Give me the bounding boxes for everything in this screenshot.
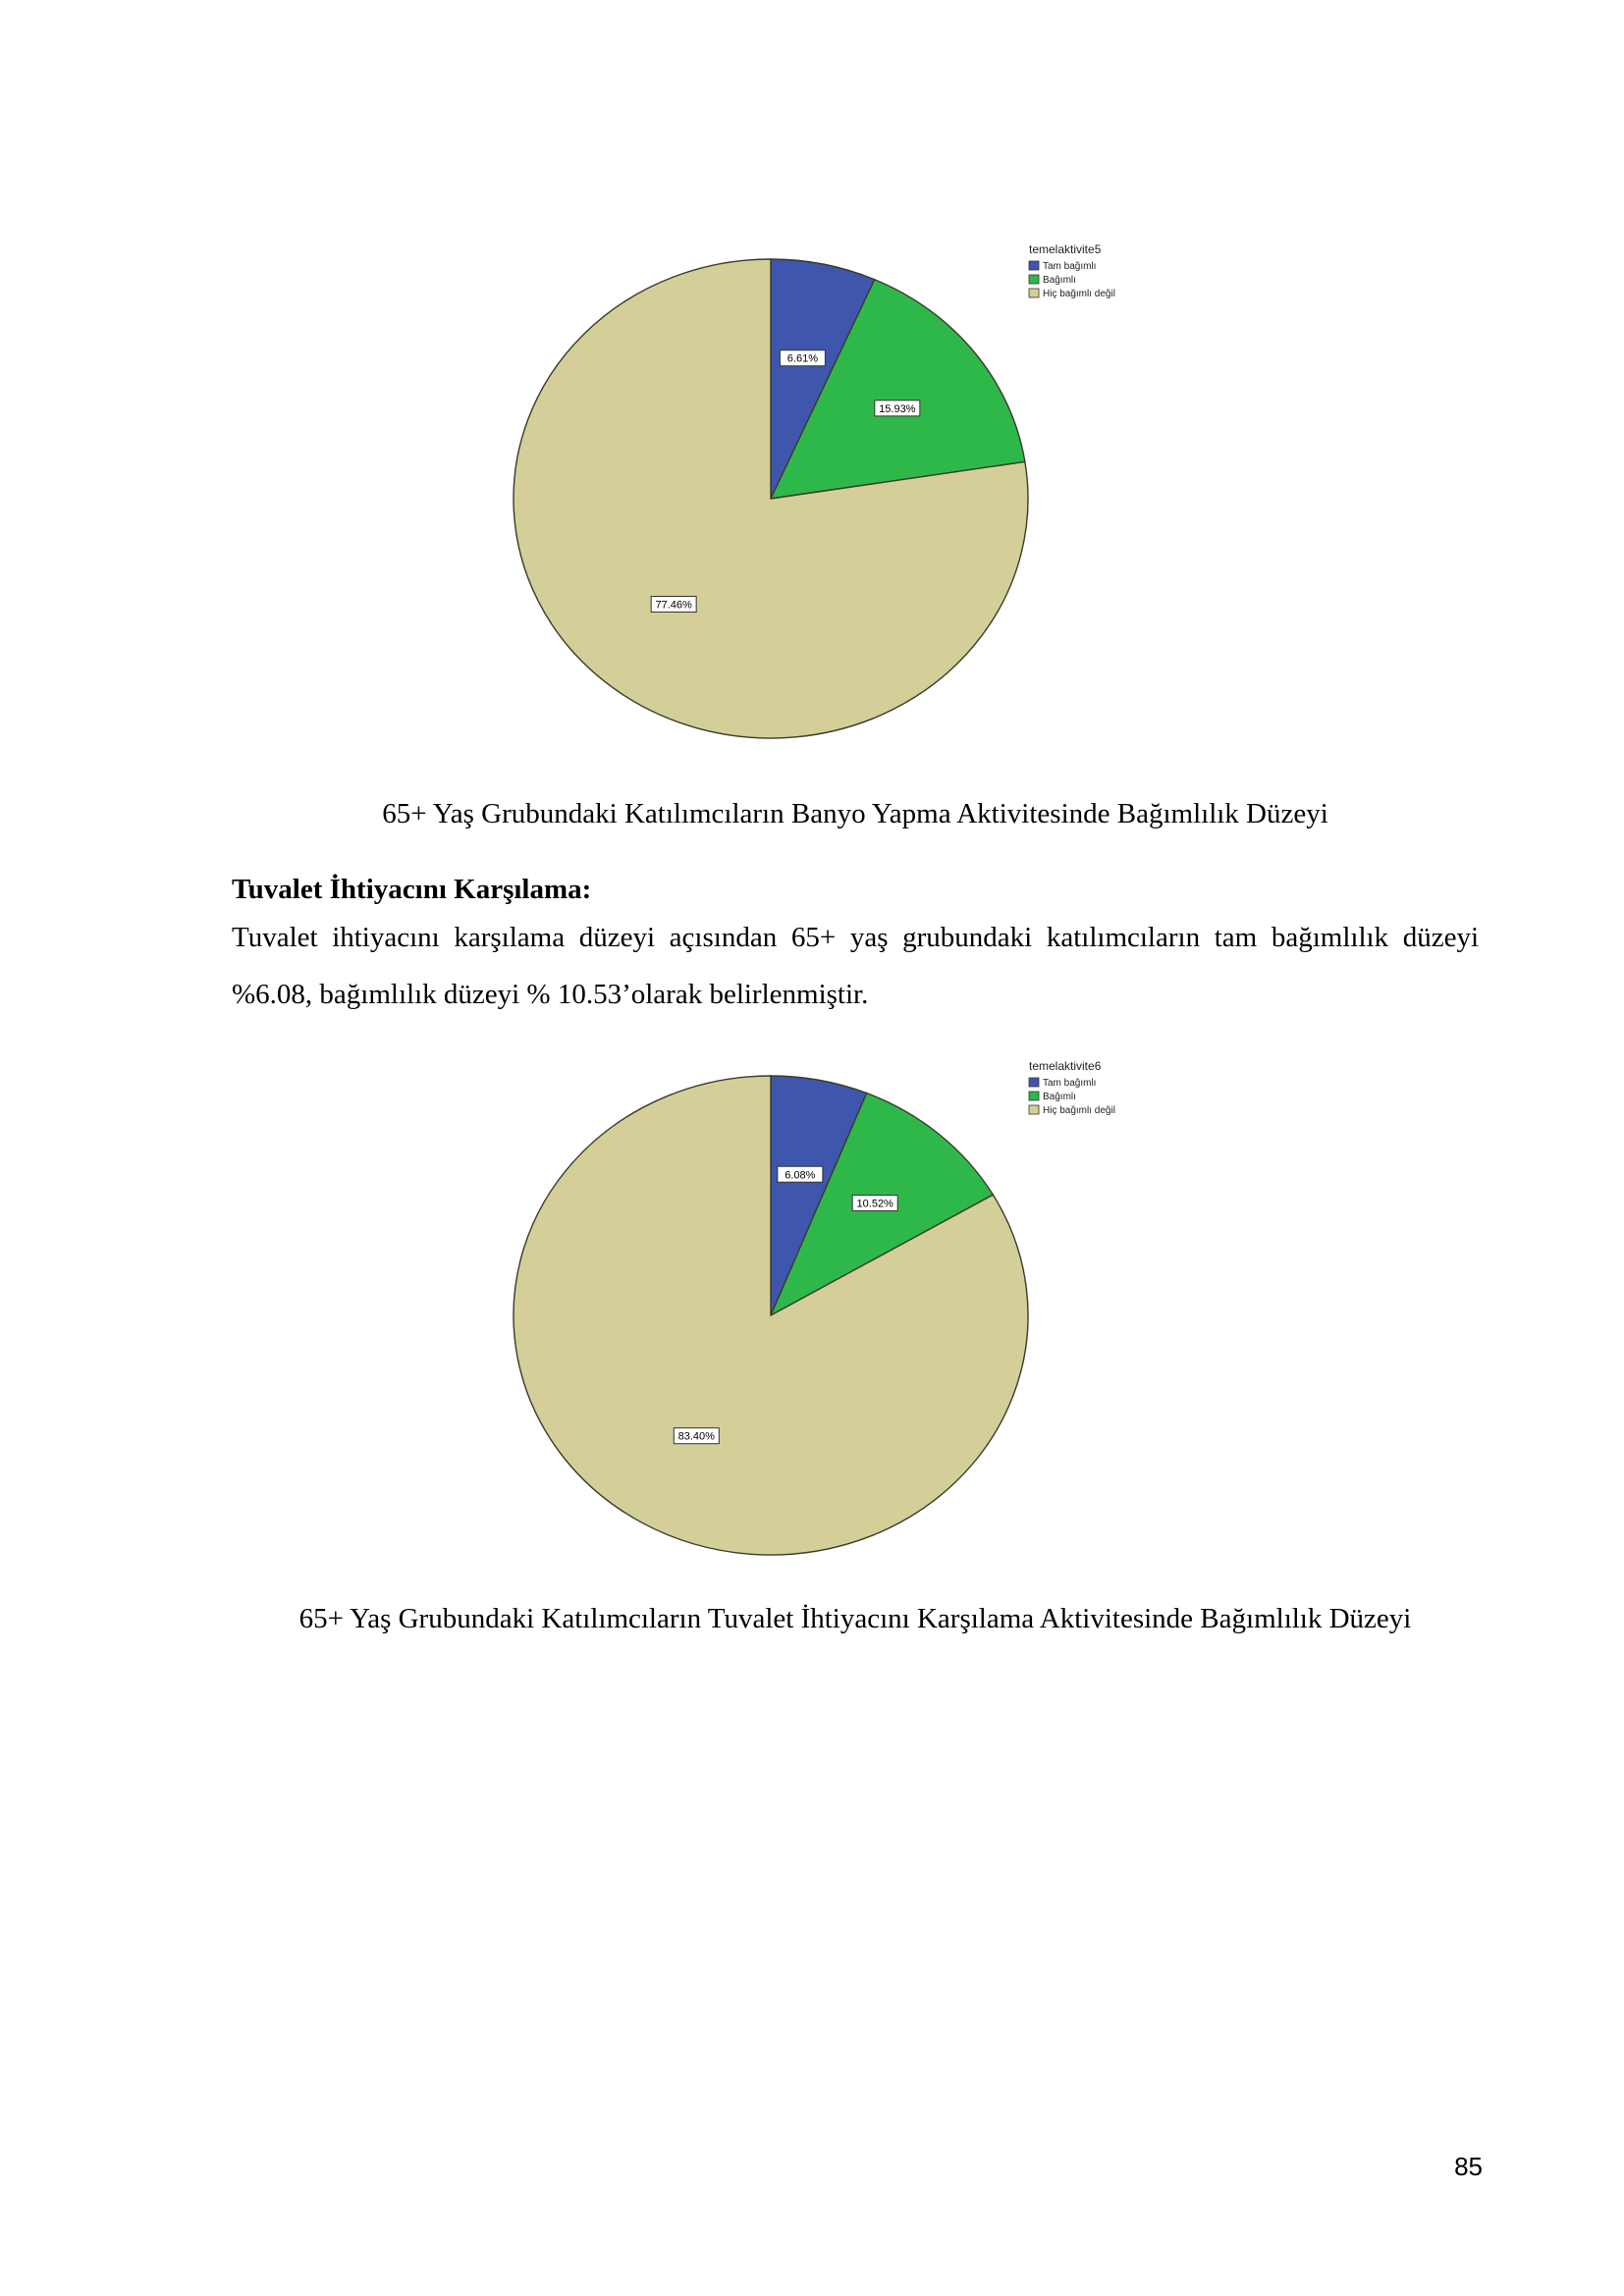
legend-swatch xyxy=(1029,261,1039,270)
pie-data-label xyxy=(674,1428,719,1444)
figure-caption-bathing: 65+ Yaş Grubundaki Katılımcıların Banyo Yapma Aktivitesinde Bağımlılık Düzeyi xyxy=(382,798,1328,829)
legend-swatch xyxy=(1029,289,1039,297)
legend-entry: Bağımlı xyxy=(1043,275,1076,286)
legend-entry: Bağımlı xyxy=(1043,1092,1076,1102)
pie-chart-svg xyxy=(471,234,1178,744)
pie-chart-bathing xyxy=(471,234,1178,744)
pie-chart-svg xyxy=(471,1050,1178,1561)
pie-data-label xyxy=(780,350,825,366)
figure-caption-toileting: 65+ Yaş Grubundaki Katılımcıların Tuvalet İhtiyacını Karşılama Aktivitesinde Bağımlılık Düzeyi xyxy=(298,1603,1412,1634)
legend-title: temelaktivite5 xyxy=(1029,242,1102,256)
legend-swatch xyxy=(1029,1105,1039,1114)
legend-entry: Hiç bağımlı değil xyxy=(1043,289,1115,299)
legend-swatch xyxy=(1029,275,1039,284)
pie-data-label xyxy=(651,596,696,612)
legend-swatch xyxy=(1029,1092,1039,1100)
legend-title: temelaktivite6 xyxy=(1029,1059,1102,1073)
pie-data-label-text: 83.40% xyxy=(677,1430,715,1443)
pie-data-label-text: 10.52% xyxy=(856,1198,893,1210)
pie-data-label xyxy=(875,400,920,416)
pie-data-label-text: 77.46% xyxy=(655,599,692,612)
legend-entry: Tam bağımlı xyxy=(1043,1078,1097,1089)
body-paragraph: Tuvalet ihtiyacını karşılama düzeyi açısından 65+ yaş grubundaki katılımcıların tam bağımlılık düzeyi %6.08, bağımlılık düzeyi % 10.53’olarak belirlenmiştir. xyxy=(232,922,1479,1010)
legend-swatch xyxy=(1029,1078,1039,1087)
pie-data-label xyxy=(852,1196,897,1211)
page-number: 85 xyxy=(1454,2152,1483,2181)
pie-data-label xyxy=(778,1166,823,1182)
pie-data-label-text: 6.61% xyxy=(786,352,819,365)
section-heading: Tuvalet İhtiyacını Karşılama: xyxy=(232,874,592,905)
legend-entry: Hiç bağımlı değil xyxy=(1043,1105,1115,1116)
pie-chart-toileting xyxy=(471,1050,1178,1561)
legend-entry: Tam bağımlı xyxy=(1043,261,1097,272)
pie-data-label-text: 6.08% xyxy=(785,1169,816,1182)
pie-data-label-text: 15.93% xyxy=(879,402,916,415)
